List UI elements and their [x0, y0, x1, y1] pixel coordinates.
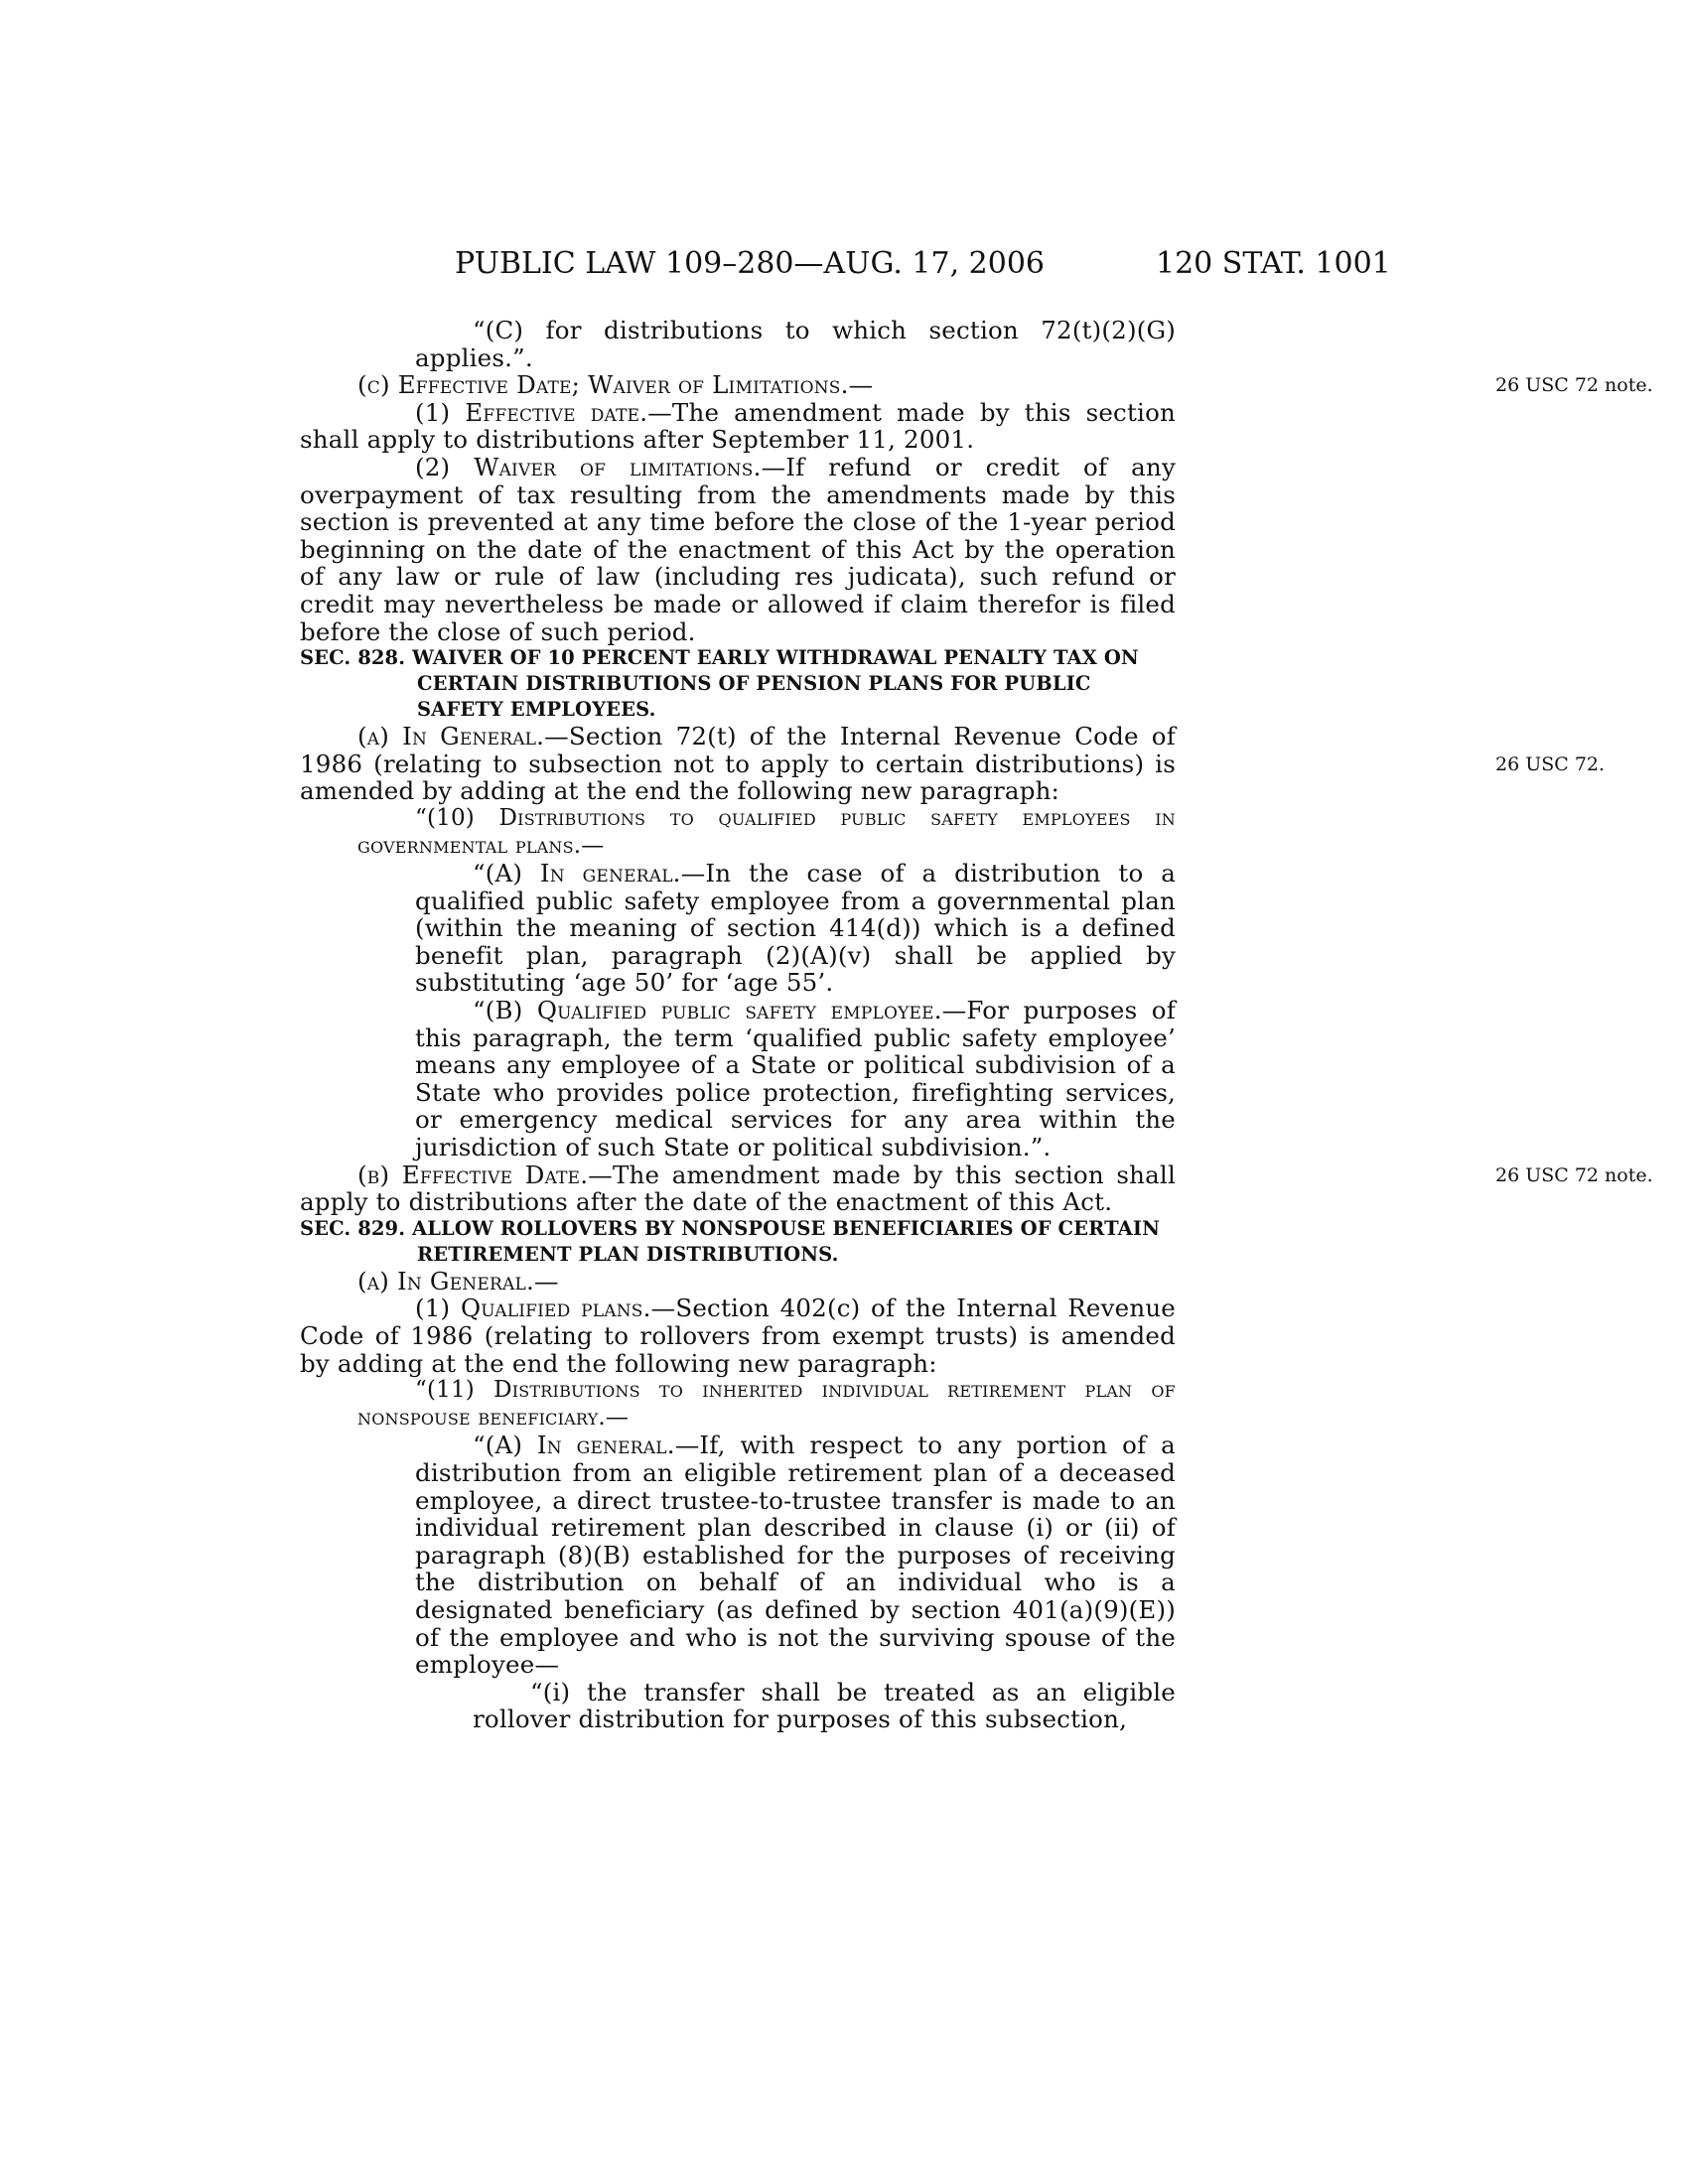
section-829-paragraph-11-heading: “(11) Distributions to inherited individual retirement plan of nonspouse beneficiary.—	[357, 1377, 1176, 1431]
section-829-1-text: —Section 402(c) of the Internal Revenue Code of 1986 (relating to rollovers from exempt trusts) is amended by adding at the end the following new paragraph:	[300, 1294, 1176, 1378]
running-header-title: PUBLIC LAW 109–280—AUG. 17, 2006	[455, 246, 1046, 281]
section-828-B-label: “(B) Qualified public safety employee.	[473, 996, 942, 1025]
section-829-A-label: “(A) In general.	[473, 1431, 675, 1460]
section-829-paragraph-1	[300, 1295, 1176, 1377]
section-828-subparagraph-A	[300, 860, 1176, 997]
margin-note-26usc72-note-2: 26 USC 72 note.	[1495, 1163, 1653, 1186]
document-body	[300, 316, 1653, 1734]
paragraph-c2-text: —If refund or credit of any overpayment of tax resulting from the amendments made by this section is prevented at any time before the close of the 1-year period beginning on the date of the enactment of this Act by the operation of any law or rule of law (including res judicata), such refund or credit may nevertheless be made or allowed if claim therefor is filed before the close of such period.	[300, 452, 1176, 646]
section-828-paragraph-10-heading: “(10) Distributions to qualified public safety employees in governmental plans.—	[357, 804, 1176, 859]
section-829-subparagraph-A	[300, 1432, 1176, 1678]
section-828-a-label: (a) In General.	[357, 722, 545, 751]
section-828-a-text: —Section 72(t) of the Internal Revenue Code of 1986 (relating to subsection not to apply to certain distributions) is amended by adding at the end the following new paragraph:	[300, 722, 1176, 806]
margin-note-26usc72: 26 USC 72.	[1495, 753, 1606, 776]
section-829-A-text: —If, with respect to any portion of a distribution from an eligible retirement plan of a deceased employee, a direct trustee-to-trustee transfer is made to an individual retirement plan described in clause (i) or (ii) of paragraph (8)(B) established for the purposes of receiving the distribution on behalf of an individual who is a designated beneficiary (as defined by section 401(a)(9)(E)) of the employee and who is not the surviving spouse of the employee—	[415, 1431, 1176, 1680]
section-828-subsection-b	[300, 1160, 1653, 1217]
subsection-c-label: (c) Effective Date; Waiver of Limitations.—	[357, 370, 874, 400]
paragraph-c2	[300, 454, 1176, 645]
section-828-A-label: “(A) In general.	[473, 859, 681, 888]
subsection-c-heading	[300, 370, 1653, 400]
section-828-b-text: —The amendment made by this section shall apply to distributions after the date of the enactment of this Act.	[300, 1160, 1176, 1217]
section-829-clause-i: “(i) the transfer shall be treated as an eligible rollover distribution for purposes of this subsection,	[473, 1677, 1176, 1734]
paragraph-c-subparagraph: “(C) for distributions to which section 72(t)(2)(G) applies.”.	[415, 316, 1176, 372]
paragraph-c1-label: (1) Effective date.	[415, 397, 648, 427]
paragraph-c1-text: —The amendment made by this section shall apply to distributions after September 11, 2001.	[300, 397, 1176, 455]
section-828-subsection-a	[300, 722, 1606, 806]
section-828-heading: SEC. 828. WAIVER OF 10 PERCENT EARLY WITHDRAWAL PENALTY TAX ON CERTAIN DISTRIBUTIONS OF PENSION PLANS FOR PUBLIC SAFETY EMPLOYEES.	[300, 646, 1139, 722]
paragraph-c1	[300, 399, 1176, 454]
section-829-subsection-a-heading: (a) In General.—	[357, 1266, 559, 1296]
running-header-page-number: 120 STAT. 1001	[1156, 246, 1391, 281]
section-829-1-label: (1) Qualified plans.	[415, 1294, 651, 1323]
section-828-b-label: (b) Effective Date.	[357, 1160, 589, 1189]
margin-note-26usc72-note: 26 USC 72 note.	[1495, 374, 1653, 397]
section-828-subparagraph-B	[300, 997, 1176, 1161]
section-828-A-text: —In the case of a distribution to a qualified public safety employee from a governmental plan (within the meaning of section 414(d)) which is a defined benefit plan, paragraph (2)(A)(v) shall be applied by substituting ‘age 50’ for ‘age 55’.	[415, 859, 1177, 998]
section-829-heading: SEC. 829. ALLOW ROLLOVERS BY NONSPOUSE BENEFICIARIES OF CERTAIN RETIREMENT PLAN DISTRIBUTIONS.	[300, 1216, 1161, 1266]
paragraph-c2-label: (2) Waiver of limitations.	[415, 452, 762, 481]
section-828-B-text: —For purposes of this paragraph, the term ‘qualified public safety employee’ means any employee of a State or political subdivision of a State who provides police protection, firefighting services, or emergency medical services for any area within the jurisdiction of such State or political subdivision.”.	[415, 996, 1176, 1162]
